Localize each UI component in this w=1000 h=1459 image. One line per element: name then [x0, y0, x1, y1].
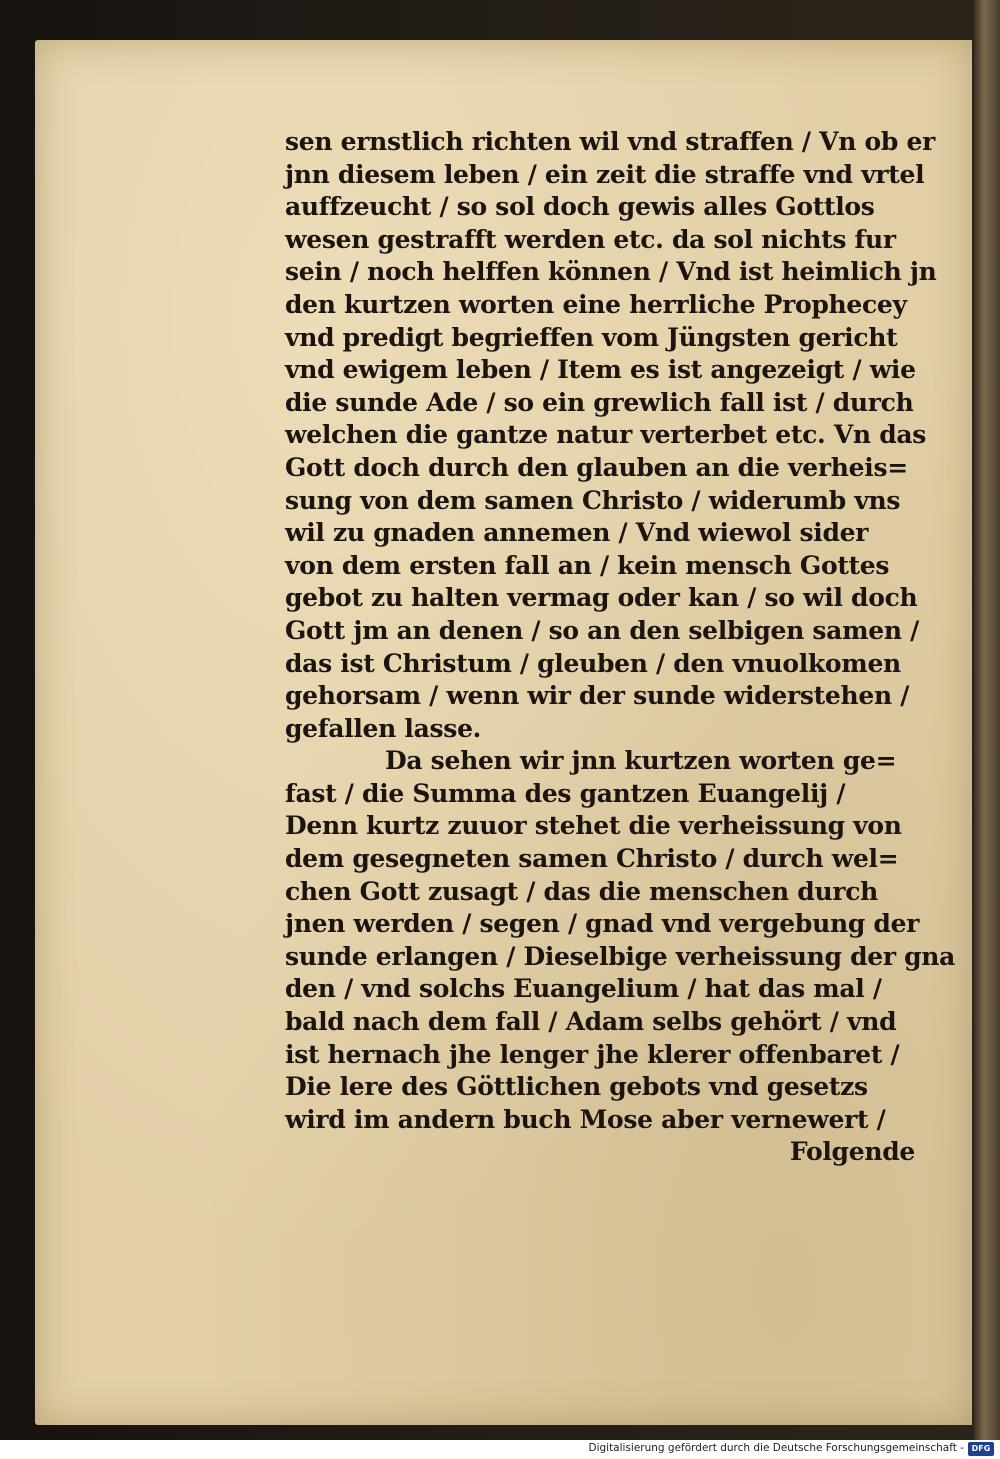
text-line: gefallen lasse.	[285, 713, 482, 743]
text-line: bald nach dem fall / Adam selbs gehört / vnd	[285, 1007, 897, 1037]
text-line: jnn diesem leben / ein zeit die straffe vnd vrtel	[285, 159, 925, 189]
text-line: sein / noch helffen können / Vnd ist heimlich jn	[285, 257, 937, 287]
text-line: gehorsam / wenn wir der sunde widerstehen /	[285, 681, 910, 711]
text-line: wird im andern buch Mose aber vernewert /	[285, 1104, 886, 1134]
footer-bar	[0, 1440, 1000, 1459]
text-line: das ist Christum / gleuben / den vnuolkomen	[285, 648, 901, 678]
text-line: auffzeucht / so sol doch gewis alles Gottlos	[285, 192, 875, 222]
book-edge	[974, 0, 1000, 1440]
text-line: wil zu gnaden annemen / Vnd wiewol sider	[285, 518, 869, 548]
text-line: wesen gestrafft werden etc. da sol nichts fur	[285, 224, 896, 254]
text-line: Denn kurtz zuuor stehet die verheissung von	[285, 811, 902, 841]
funding-credit: Digitalisierung gefördert durch die Deutsche Forschungsgemeinschaft -	[588, 1442, 964, 1454]
text-line: dem gesegneten samen Christo / durch wel=	[285, 844, 899, 874]
text-line: vnd predigt begrieffen vom Jüngsten gericht	[285, 322, 898, 352]
text-line: Gott jm an denen / so an den selbigen samen /	[285, 615, 919, 645]
text-line: jnen werden / segen / gnad vnd vergebung der	[285, 909, 920, 939]
text-line-indented: Da sehen wir jnn kurtzen worten ge=	[385, 746, 897, 776]
text-line: den kurtzen worten eine herrliche Prophecey	[285, 289, 907, 319]
text-line: ist hernach jhe lenger jhe klerer offenbaret /	[285, 1039, 900, 1069]
text-line: Die lere des Göttlichen gebots vnd gesetzs	[285, 1072, 868, 1102]
text-line: gebot zu halten vermag oder kan / so wil doch	[285, 583, 918, 613]
catchword: Folgende	[789, 1137, 915, 1167]
text-line: von dem ersten fall an / kein mensch Gottes	[285, 550, 890, 580]
page-text	[285, 126, 956, 1169]
text-line: fast / die Summa des gantzen Euangelij /	[285, 778, 846, 808]
text-line: sen ernstlich richten wil vnd straffen / Vn ob er	[285, 127, 935, 156]
text-line: welchen die gantze natur verterbet etc. Vn das	[285, 420, 927, 450]
text-line: Gott doch durch den glauben an die verheis=	[285, 452, 908, 482]
text-line: den / vnd solchs Euangelium / hat das mal /	[285, 974, 882, 1004]
text-line: die sunde Ade / so ein grewlich fall ist / durch	[285, 387, 914, 417]
text-line: chen Gott zusagt / das die menschen durch	[285, 876, 878, 906]
text-line: vnd ewigem leben / Item es ist angezeigt / wie	[285, 355, 916, 385]
dfg-logo-icon: DFG	[968, 1442, 994, 1456]
text-line: sunde erlangen / Dieselbige verheissung der gna	[285, 941, 956, 971]
text-line: sung von dem samen Christo / widerumb vns	[285, 485, 901, 515]
